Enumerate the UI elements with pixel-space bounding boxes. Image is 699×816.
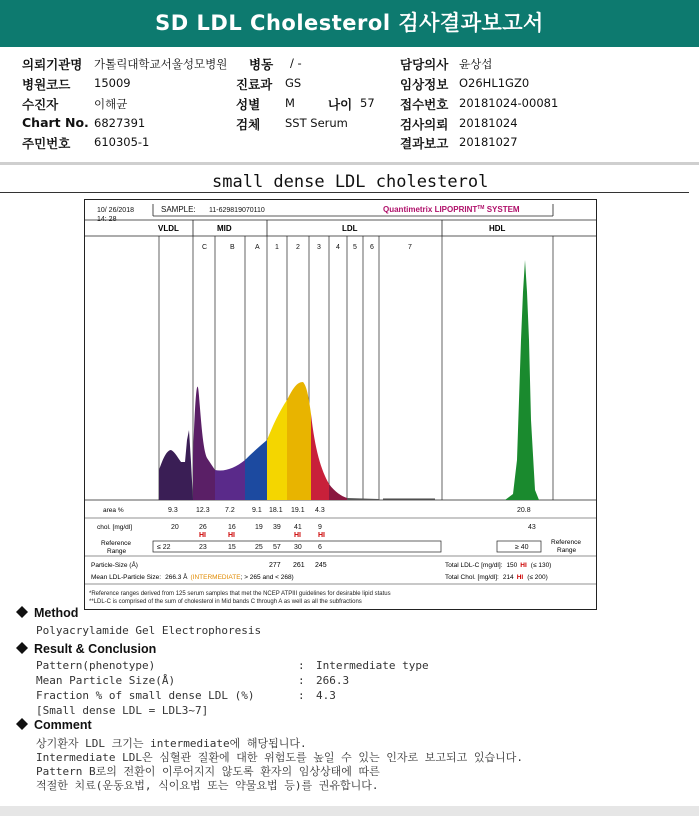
total-chol: Total Chol. [mg/dl]: 214 HI (≤ 200) bbox=[445, 574, 548, 581]
ref-range-right: Reference bbox=[551, 539, 581, 546]
result-colon: : bbox=[298, 674, 305, 687]
footnote-1: *Reference ranges derived from 125 serum samples that met the NCEP ATPIII guidelines for desirable lipid status bbox=[89, 591, 391, 597]
value-accession-number: 20181024-00081 bbox=[459, 96, 559, 110]
diamond-bullet-icon bbox=[16, 718, 28, 730]
band-label: 3 bbox=[317, 244, 321, 251]
area-value: 9.1 bbox=[252, 507, 262, 514]
chol-value: 16 bbox=[228, 524, 236, 531]
result-value-fraction: 4.3 bbox=[316, 689, 336, 702]
chol-value: 9 bbox=[318, 524, 322, 531]
band-label: B bbox=[230, 244, 235, 251]
band-label: 5 bbox=[353, 244, 357, 251]
row-chol-label: chol. [mg/dl] bbox=[97, 524, 133, 531]
value-chart-no: 6827391 bbox=[94, 116, 146, 130]
area-value: 12.3 bbox=[196, 507, 210, 514]
result-label-fraction: Fraction % of small dense LDL (%) bbox=[36, 689, 255, 702]
lipoprint-chart bbox=[84, 199, 597, 610]
band-label: 7 bbox=[408, 244, 412, 251]
value-age: 57 bbox=[360, 96, 375, 110]
value-clinical-info: O26HL1GZ0 bbox=[459, 76, 530, 90]
result-note: [Small dense LDL = LDL3~7] bbox=[36, 704, 209, 717]
chol-value: 41 bbox=[294, 524, 302, 531]
footnote-2: **LDL-C is comprised of the sum of cholesterol in Mid bands C through A as well as all the subfractions bbox=[89, 599, 362, 605]
area-value: 20.8 bbox=[517, 507, 531, 514]
group-mid: MID bbox=[217, 224, 232, 233]
particle-size-label: Particle-Size (Å) bbox=[91, 562, 138, 569]
row-ref-label: Reference bbox=[101, 540, 131, 547]
value-request-date: 20181024 bbox=[459, 116, 518, 130]
label-request-date: 검사의뢰 bbox=[400, 117, 449, 132]
area-value: 9.3 bbox=[168, 507, 178, 514]
comment-line: 상기환자 LDL 크기는 intermediate에 해당됩니다. bbox=[36, 737, 307, 750]
value-specimen: SST Serum bbox=[285, 116, 348, 130]
label-specimen: 검체 bbox=[236, 117, 261, 132]
chol-value: 19 bbox=[255, 524, 263, 531]
band-label: 2 bbox=[296, 244, 300, 251]
chart-date: 10/ 26/2018 bbox=[97, 207, 134, 214]
label-patient-name: 수진자 bbox=[22, 97, 59, 112]
method-text: Polyacrylamide Gel Electrophoresis bbox=[36, 624, 262, 637]
group-hdl: HDL bbox=[489, 224, 506, 233]
band-label: 6 bbox=[370, 244, 374, 251]
ref-value: 25 bbox=[255, 544, 263, 551]
comment-line: Pattern B로의 전환이 이루어지지 않도록 환자의 임상상태에 따른 bbox=[36, 765, 380, 778]
area-value: 19.1 bbox=[291, 507, 305, 514]
label-accession-number: 접수번호 bbox=[400, 97, 449, 112]
comment-line: Intermediate LDL은 심혈관 질환에 대한 위험도를 높일 수 있는 인자로 보고되고 있습니다. bbox=[36, 751, 523, 764]
label-age: 나이 bbox=[328, 97, 353, 112]
particle-size-value: 261 bbox=[293, 562, 305, 569]
band-label: 1 bbox=[275, 244, 279, 251]
area-value: 18.1 bbox=[269, 507, 283, 514]
ref-value: 23 bbox=[199, 544, 207, 551]
ref-value: 15 bbox=[228, 544, 236, 551]
ref-value: 6 bbox=[318, 544, 322, 551]
result-label-pattern: Pattern(phenotype) bbox=[36, 659, 156, 672]
chart-time: 14: 28 bbox=[97, 216, 117, 223]
result-colon: : bbox=[298, 659, 305, 672]
diamond-bullet-icon bbox=[16, 642, 28, 654]
chol-value: 43 bbox=[528, 524, 536, 531]
hi-flag: HI bbox=[228, 532, 235, 539]
band-label: 4 bbox=[336, 244, 340, 251]
label-resident-number: 주민번호 bbox=[22, 136, 71, 151]
value-requesting-institution: 가톨릭대학교서울성모병원 bbox=[94, 57, 228, 71]
hi-flag: HI bbox=[199, 532, 206, 539]
brand-label: Quantimetrix LIPOPRINT™ SYSTEM bbox=[383, 205, 520, 214]
label-report-date: 결과보고 bbox=[400, 136, 449, 151]
report-section-title: small dense LDL cholesterol bbox=[212, 172, 489, 192]
row-ref-label2: Range bbox=[107, 548, 127, 555]
value-patient-name: 이해균 bbox=[94, 97, 128, 111]
area-value: 4.3 bbox=[315, 507, 325, 514]
header-divider bbox=[0, 162, 699, 165]
report-title: SD LDL Cholesterol 검사결과보고서 bbox=[155, 11, 544, 35]
result-label-mean-size: Mean Particle Size(Å) bbox=[36, 674, 176, 687]
section-divider bbox=[0, 192, 689, 193]
result-value-pattern: Intermediate type bbox=[316, 659, 429, 672]
group-vldl: VLDL bbox=[158, 224, 179, 233]
ref-range-right2: Range bbox=[557, 547, 577, 554]
band-label: A bbox=[255, 244, 260, 251]
ref-value: ≥ 40 bbox=[515, 544, 529, 551]
label-sex: 성별 bbox=[236, 97, 261, 112]
group-ldl: LDL bbox=[342, 224, 358, 233]
ref-value: 57 bbox=[273, 544, 281, 551]
value-physician: 윤상섭 bbox=[459, 57, 493, 71]
total-ldl: Total LDL-C [mg/dl]: 150 HI (≤ 130) bbox=[445, 562, 552, 569]
label-physician: 담당의사 bbox=[400, 57, 449, 72]
comment-section-title: Comment bbox=[16, 718, 92, 732]
diamond-bullet-icon bbox=[16, 606, 28, 618]
value-sex: M bbox=[285, 96, 295, 110]
chol-value: 39 bbox=[273, 524, 281, 531]
ref-value: ≤ 22 bbox=[157, 544, 171, 551]
hi-flag: HI bbox=[294, 532, 301, 539]
label-hospital-code: 병원코드 bbox=[22, 77, 71, 92]
label-ward: 병동 bbox=[249, 57, 274, 72]
label-chart-no: Chart No. bbox=[22, 115, 89, 130]
row-area-label: area % bbox=[103, 507, 124, 514]
chol-value: 20 bbox=[171, 524, 179, 531]
label-requesting-institution: 의뢰기관명 bbox=[22, 57, 83, 72]
value-ward: / - bbox=[290, 56, 302, 70]
hi-flag: HI bbox=[318, 532, 325, 539]
particle-size-value: 277 bbox=[269, 562, 281, 569]
result-colon: : bbox=[298, 689, 305, 702]
bottom-bar bbox=[0, 806, 699, 816]
value-department: GS bbox=[285, 76, 302, 90]
label-department: 진료과 bbox=[236, 77, 273, 92]
result-section-title: Result & Conclusion bbox=[16, 642, 156, 656]
result-value-mean-size: 266.3 bbox=[316, 674, 350, 687]
value-report-date: 20181027 bbox=[459, 135, 518, 149]
particle-size-value: 245 bbox=[315, 562, 327, 569]
mean-ldl-size: Mean LDL-Particle Size: 266.3 Å (INTERMEDIATE; > 265 and < 268) bbox=[91, 574, 294, 581]
sample-id: 11-629819070110 bbox=[209, 207, 265, 214]
chol-value: 26 bbox=[199, 524, 207, 531]
ref-value: 30 bbox=[294, 544, 302, 551]
sample-label: SAMPLE: bbox=[161, 205, 196, 214]
value-hospital-code: 15009 bbox=[94, 76, 131, 90]
label-clinical-info: 임상정보 bbox=[400, 77, 449, 92]
comment-line: 적절한 치료(운동요법, 식이요법 또는 약물요법 등)를 권유합니다. bbox=[36, 779, 379, 792]
lipoprint-svg bbox=[85, 200, 596, 609]
value-resident-number: 610305-1 bbox=[94, 135, 150, 149]
method-section-title: Method bbox=[16, 606, 78, 620]
band-label: C bbox=[202, 244, 208, 251]
area-value: 7.2 bbox=[225, 507, 235, 514]
